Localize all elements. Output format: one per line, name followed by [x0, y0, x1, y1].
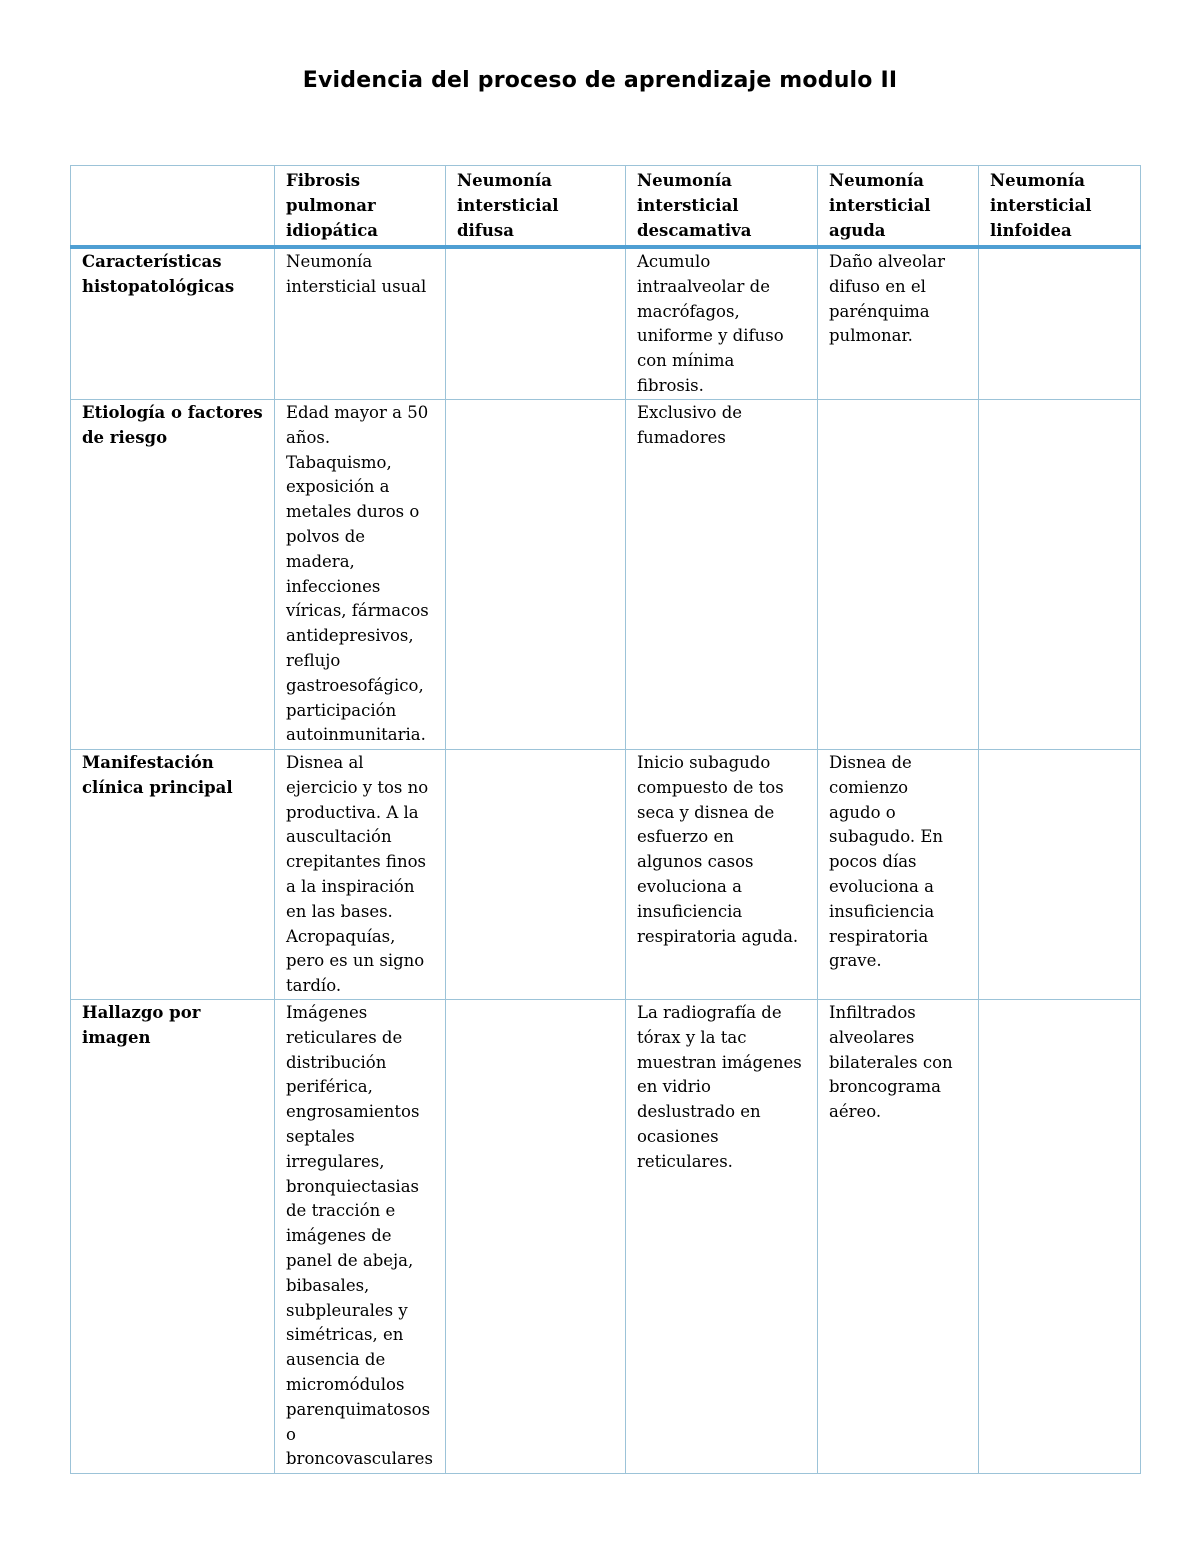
table-cell	[818, 400, 979, 750]
table-cell	[979, 247, 1141, 400]
row-header: Manifestación clínica principal	[71, 750, 275, 1000]
table-row	[71, 750, 1141, 1000]
table-cell: Infiltrados alveolares bilaterales con broncograma aéreo.	[818, 1000, 979, 1474]
table-row	[71, 247, 1141, 400]
corner-cell	[71, 166, 275, 248]
table-cell	[979, 400, 1141, 750]
table-cell: Neumonía intersticial usual	[275, 247, 446, 400]
table-cell	[446, 400, 626, 750]
row-header: Características histopatológicas	[71, 247, 275, 400]
table-header-row	[71, 166, 1141, 248]
page-title: Evidencia del proceso de aprendizaje modulo II	[302, 68, 898, 93]
table-row	[71, 1000, 1141, 1474]
table-cell: Inicio subagudo compuesto de tos seca y disnea de esfuerzo en algunos casos evoluciona a insuficiencia respiratoria aguda.	[626, 750, 818, 1000]
table-cell: Acumulo intraalveolar de macrófagos, uniforme y difuso con mínima fibrosis.	[626, 247, 818, 400]
table-cell	[979, 750, 1141, 1000]
column-header: Neumonía intersticial difusa	[446, 166, 626, 248]
table-cell: Edad mayor a 50 años. Tabaquismo, exposición a metales duros o polvos de madera, infecciones víricas, fármacos antidepresivos, reflujo gastroesofágico, participación autoinmunitaria.	[275, 400, 446, 750]
table-cell: Disnea de comienzo agudo o subagudo. En pocos días evoluciona a insuficiencia respiratoria grave.	[818, 750, 979, 1000]
table-cell: Disnea al ejercicio y tos no productiva. A la auscultación crepitantes finos a la inspiración en las bases. Acropaquías, pero es un signo tardío.	[275, 750, 446, 1000]
column-header: Neumonía intersticial linfoidea	[979, 166, 1141, 248]
table-row	[71, 400, 1141, 750]
table-cell: Imágenes reticulares de distribución periférica, engrosamientos septales irregulares, bronquiectasias de tracción e imágenes de panel de abeja, bibasales, subpleurales y simétricas, en ausencia de micromódulos parenquimatosos o broncovasculares	[275, 1000, 446, 1474]
table-cell	[446, 750, 626, 1000]
row-header: Etiología o factores de riesgo	[71, 400, 275, 750]
column-header: Neumonía intersticial aguda	[818, 166, 979, 248]
table-cell	[446, 1000, 626, 1474]
table-cell: Exclusivo de fumadores	[626, 400, 818, 750]
table-cell: La radiografía de tórax y la tac muestran imágenes en vidrio deslustrado en ocasiones reticulares.	[626, 1000, 818, 1474]
comparison-table	[70, 165, 1141, 1474]
column-header: Fibrosis pulmonar idiopática	[275, 166, 446, 248]
table-cell: Daño alveolar difuso en el parénquima pulmonar.	[818, 247, 979, 400]
column-header: Neumonía intersticial descamativa	[626, 166, 818, 248]
table-cell	[979, 1000, 1141, 1474]
row-header: Hallazgo por imagen	[71, 1000, 275, 1474]
table-cell	[446, 247, 626, 400]
